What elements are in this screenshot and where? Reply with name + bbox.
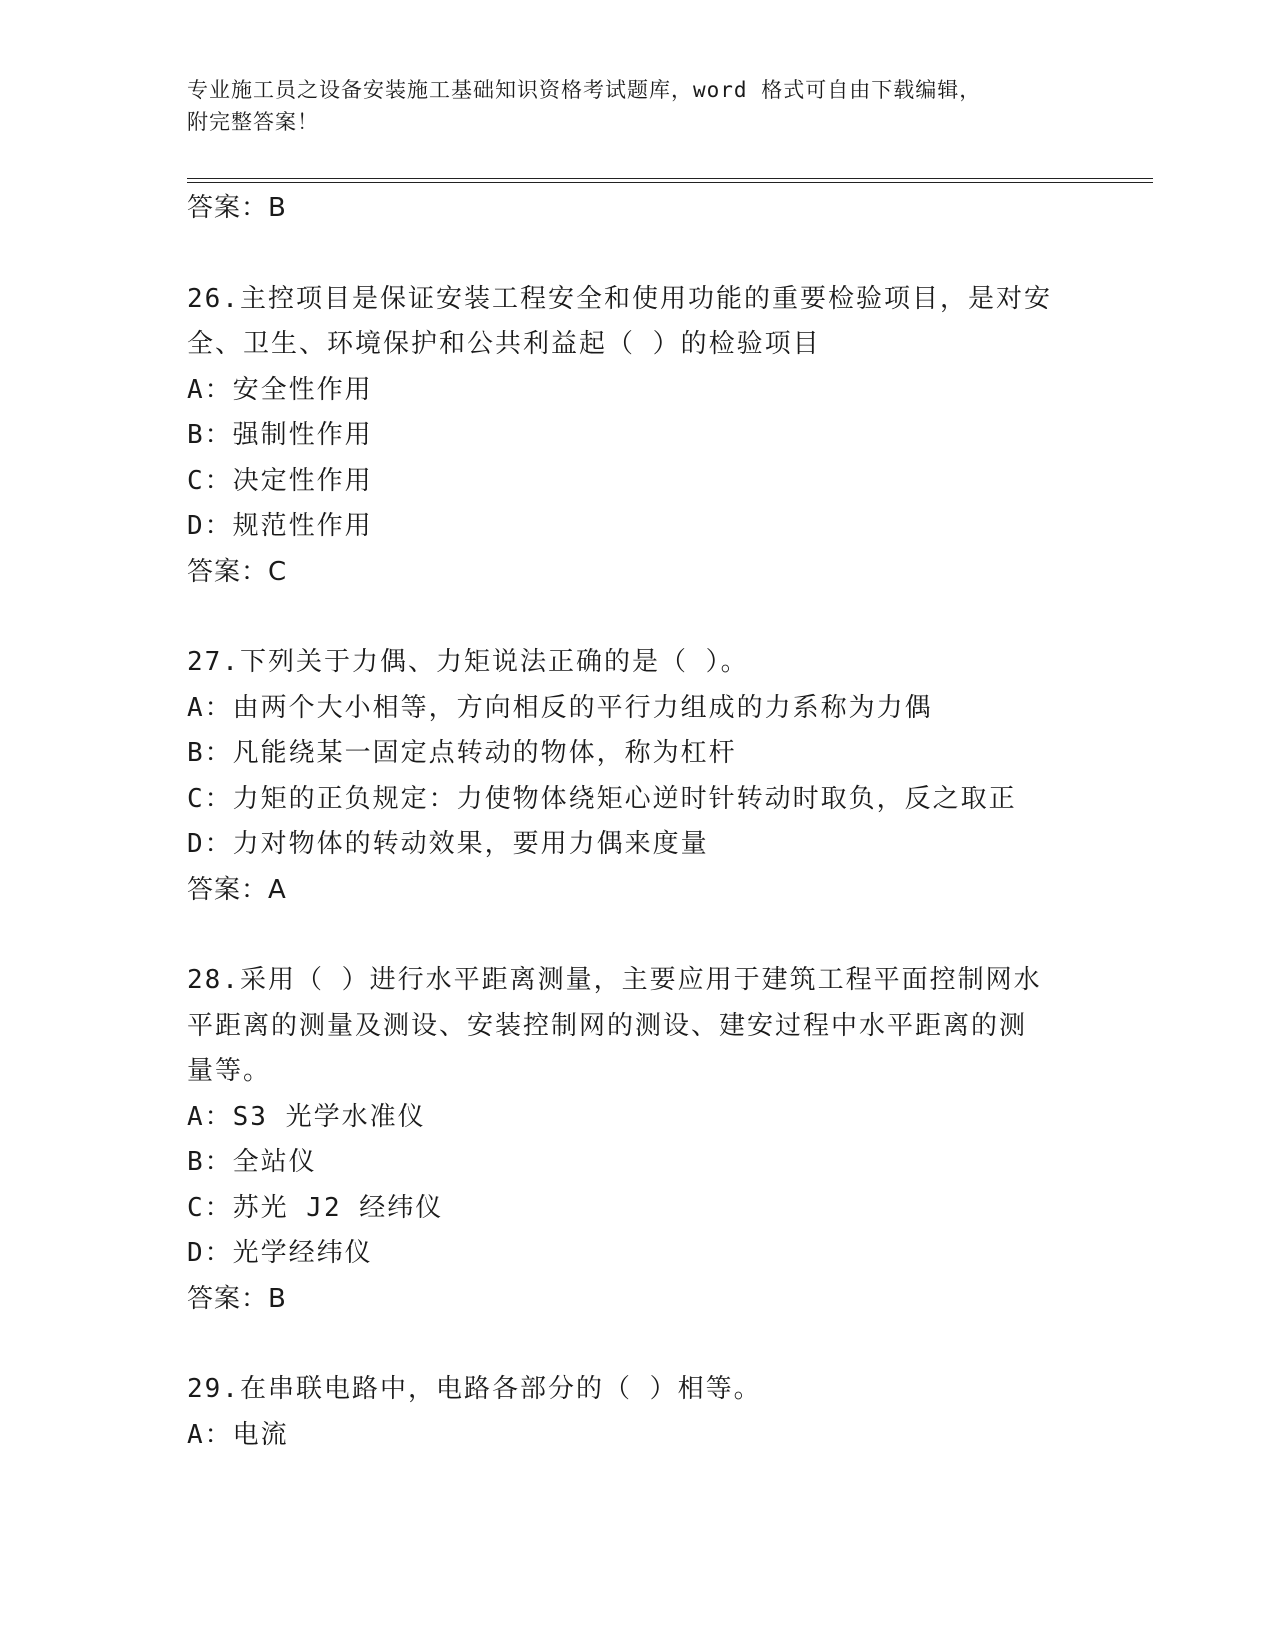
question-28-option-b: B：全站仪: [187, 1147, 317, 1177]
question-27-option-b: B：凡能绕某一固定点转动的物体，称为杠杆: [187, 738, 737, 768]
question-27-option-a: A：由两个大小相等，方向相反的平行力组成的力系称为力偶: [187, 692, 933, 723]
question-26-option-d: D：规范性作用: [187, 511, 373, 541]
question-26: [187, 277, 1087, 596]
question-29-option-a: A：电流: [187, 1419, 289, 1450]
question-list: [187, 186, 1087, 1458]
question-28-stem-line-3: 量等。: [187, 1056, 272, 1086]
question-26-stem-line-1: 26.主控项目是保证安装工程安全和使用功能的重要检验项目，是对安: [187, 283, 1052, 314]
question-28-option-d: D：光学经纬仪: [187, 1238, 373, 1268]
question-29-stem-line-1: 29.在串联电路中，电路各部分的（ ）相等。: [187, 1374, 762, 1404]
question-27-option-d: D：力对物体的转动效果，要用力偶来度量: [187, 829, 709, 859]
spacer: [187, 595, 1087, 640]
question-28-answer: 答案：B: [187, 1283, 287, 1314]
question-29: [187, 1367, 1087, 1458]
header-title-line-1: 专业施工员之设备安装施工基础知识资格考试题库，word 格式可自由下载编辑，: [187, 78, 982, 102]
spacer: [187, 913, 1087, 958]
question-26-stem-line-2: 全、卫生、环境保护和公共利益起（ ）的检验项目: [187, 329, 821, 359]
spacer: [187, 1322, 1087, 1367]
question-27-option-c: C：力矩的正负规定：力使物体绕矩心逆时针转动时取负，反之取正: [187, 783, 1017, 814]
header-title-line-2: 附完整答案！: [187, 110, 319, 134]
question-26-answer: 答案：C: [187, 556, 288, 587]
question-26-option-a: A：安全性作用: [187, 374, 373, 405]
header-divider-bottom: [187, 182, 1153, 183]
question-27-stem-line-1: 27.下列关于力偶、力矩说法正确的是（ ）。: [187, 647, 749, 677]
question-27-answer: 答案：A: [187, 874, 287, 905]
answer-previous: 答案：B: [187, 193, 287, 223]
question-28-stem-line-1: 28.采用（ ）进行水平距离测量，主要应用于建筑工程平面控制网水: [187, 965, 1042, 995]
question-28: [187, 958, 1087, 1322]
header-divider-top: [187, 178, 1153, 179]
question-26-option-c: C：决定性作用: [187, 465, 373, 496]
question-28-option-c: C：苏光 J2 经纬仪: [187, 1192, 444, 1223]
question-27: [187, 640, 1087, 913]
spacer: [187, 232, 1087, 277]
document-header: [187, 74, 1087, 138]
question-28-stem-line-2: 平距离的测量及测设、安装控制网的测设、建安过程中水平距离的测: [187, 1010, 1028, 1041]
question-28-option-a: A：S3 光学水准仪: [187, 1101, 426, 1132]
question-26-option-b: B：强制性作用: [187, 420, 373, 450]
